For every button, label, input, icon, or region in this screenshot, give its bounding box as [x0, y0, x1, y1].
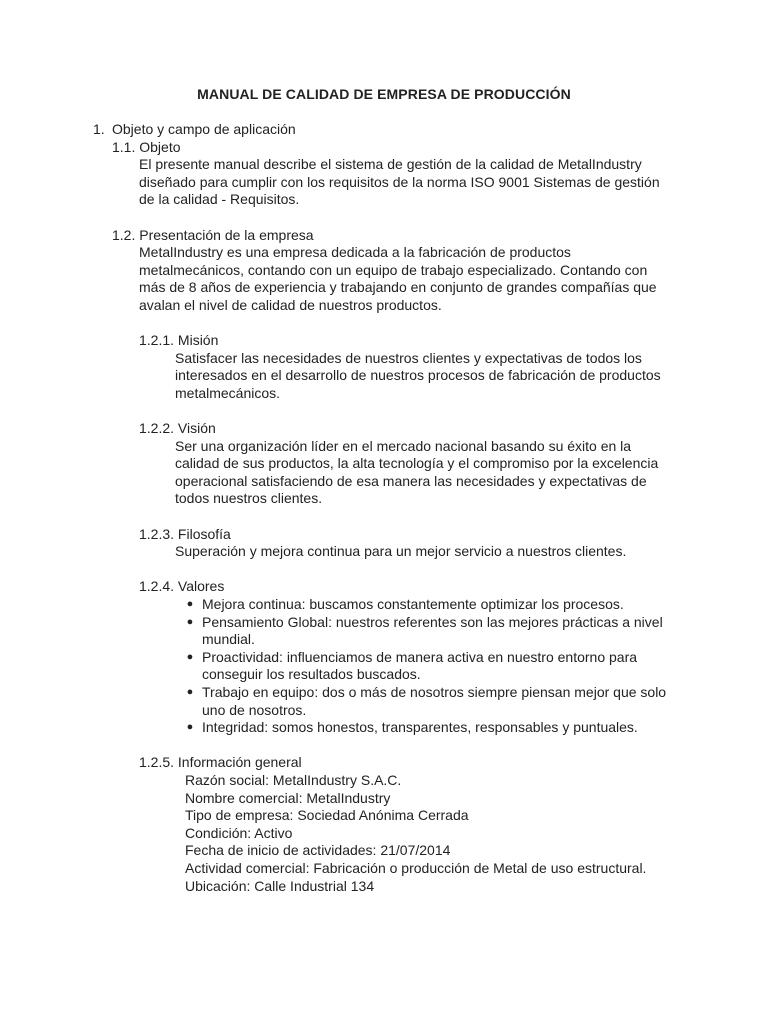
section-heading [0, 121, 768, 139]
presentacion-paragraph-line: más de 8 años de experiencia y trabajando en conjunto de grandes compañías que [139, 279, 657, 296]
subsection-heading-mision: 1.2.1. Misión [139, 332, 219, 349]
valores-list-item-continuation: mundial. [202, 631, 255, 648]
informacion-field: Tipo de empresa: Sociedad Anónima Cerrada [185, 807, 469, 824]
objeto-paragraph-line: El presente manual describe el sistema de gestión de la calidad de MetalIndustry [139, 156, 642, 173]
informacion-field: Ubicación: Calle Industrial 134 [185, 877, 375, 894]
presentacion-paragraph-line: avalan el nivel de calidad de nuestros productos. [139, 296, 442, 313]
document-title: MANUAL DE CALIDAD DE EMPRESA DE PRODUCCIÓN [197, 86, 571, 102]
objeto-paragraph-line: de la calidad - Requisitos. [139, 191, 300, 208]
informacion-field: Fecha de inicio de actividades: 21/07/2014 [185, 842, 451, 859]
spacer [0, 561, 768, 579]
document-body [0, 121, 768, 895]
spacer [0, 737, 768, 755]
section-number: 1. [93, 121, 105, 137]
section-title: Objeto y campo de aplicación [112, 121, 296, 137]
spacer [0, 508, 768, 526]
subsection-heading-vision: 1.2.2. Visión [139, 420, 216, 437]
subsection-heading-presentacion: 1.2. Presentación de la empresa [112, 226, 314, 243]
spacer [0, 315, 768, 333]
vision-paragraph-line: operacional satisfaciendo de esa manera las necesidades y expectativas de [175, 472, 647, 489]
valores-list-item: ● Integridad: somos honestos, transparentes, responsables y puntuales. [0, 719, 768, 737]
filosofia-paragraph-line: Superación y mejora continua para un mejor servicio a nuestros clientes. [175, 543, 627, 560]
valores-list-item: ● Proactividad: influenciamos de manera activa en nuestro entorno para [0, 649, 768, 667]
informacion-field: Condición: Activo [185, 824, 293, 841]
bullet-icon: ● [186, 721, 194, 734]
valores-list-item: ● Mejora continua: buscamos constantemente optimizar los procesos. [0, 596, 768, 614]
informacion-field: Actividad comercial: Fabricación o producción de Metal de uso estructural. [185, 859, 647, 876]
subsection-heading-informacion: 1.2.5. Información general [139, 754, 302, 771]
objeto-paragraph-line: diseñado para cumplir con los requisitos de la norma ISO 9001 Sistemas de gestión [139, 173, 660, 190]
valores-list-item: ● Pensamiento Global: nuestros referentes son las mejores prácticas a nivel [0, 614, 768, 632]
vision-paragraph-line: Ser una organización líder en el mercado nacional basando su éxito en la [175, 437, 632, 454]
bullet-icon: ● [186, 615, 194, 628]
subsection-heading-filosofia: 1.2.3. Filosofía [139, 525, 231, 542]
spacer [0, 403, 768, 421]
presentacion-paragraph-line: metalmecánicos, contando con un equipo de trabajo especializado. Contando con [139, 261, 648, 278]
valores-list-item-continuation: conseguir los resultados buscados. [202, 666, 421, 683]
mision-paragraph-line: metalmecánicos. [175, 384, 281, 401]
informacion-field: Razón social: MetalIndustry S.A.C. [185, 771, 402, 788]
mision-paragraph-line: Satisfacer las necesidades de nuestros clientes y expectativas de todos los [175, 349, 642, 366]
bullet-icon: ● [186, 650, 194, 663]
subsection-heading-objeto: 1.1. Objeto [112, 138, 181, 155]
valores-list-item-continuation: uno de nosotros. [202, 701, 307, 718]
spacer [0, 209, 768, 227]
mision-paragraph-line: interesados en el desarrollo de nuestros procesos de fabricación de productos [175, 367, 661, 384]
bullet-icon: ● [186, 598, 194, 611]
informacion-field: Nombre comercial: MetalIndustry [185, 789, 391, 806]
bullet-icon: ● [186, 686, 194, 698]
subsection-heading-valores: 1.2.4. Valores [139, 578, 225, 595]
vision-paragraph-line: todos nuestros clientes. [175, 490, 323, 507]
presentacion-paragraph-line: MetalIndustry es una empresa dedicada a la fabricación de productos [139, 244, 571, 261]
vision-paragraph-line: calidad de sus productos, la alta tecnología y el compromiso por la excelencia [175, 455, 659, 472]
valores-list-item: ● Trabajo en equipo: dos o más de nosotros siempre piensan mejor que solo [0, 684, 768, 702]
